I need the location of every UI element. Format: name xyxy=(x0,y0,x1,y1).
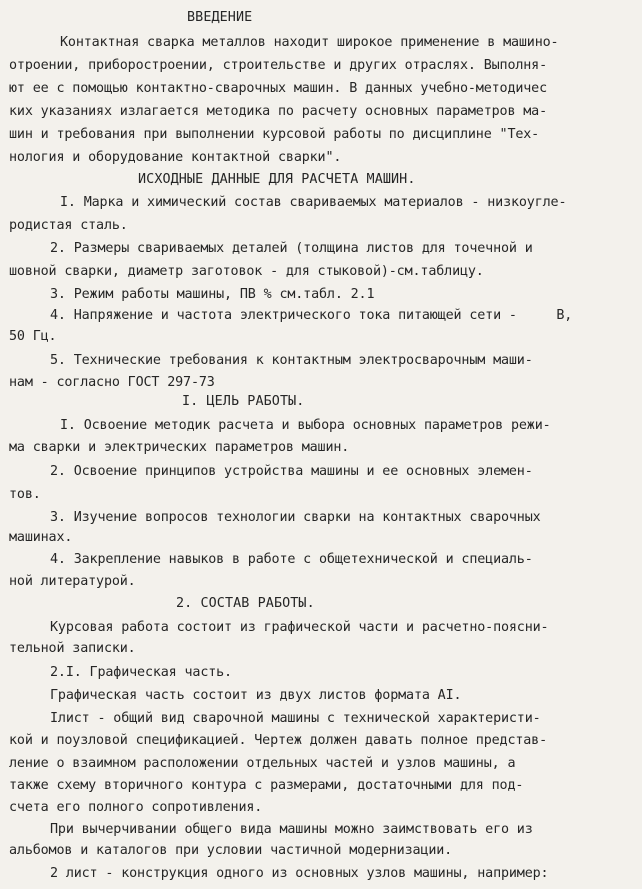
input-line: 5. Технические требования к контактным электросварочным маши- xyxy=(50,353,533,368)
content-line: Iлист - общий вид сварочной машины с технической характеристи- xyxy=(50,711,541,726)
goal-line: машинах. xyxy=(9,530,73,545)
input-line: шовной сварки, диаметр заготовок - для стыковой)-см.таблицу. xyxy=(9,264,484,279)
input-line: 50 Гц. xyxy=(9,329,57,344)
input-line: 3. Режим работы машины, ПВ % см.табл. 2.1 xyxy=(50,287,375,302)
heading-input-data: ИСХОДНЫЕ ДАННЫЕ ДЛЯ РАСЧЕТА МАШИН. xyxy=(138,172,416,187)
input-line: нам - согласно ГОСТ 297-73 xyxy=(9,375,215,390)
intro-line: ких указаниях излагается методика по расчету основных параметров ма- xyxy=(9,104,548,119)
content-line: счета его полного сопротивления. xyxy=(9,800,263,815)
heading-content: 2. СОСТАВ РАБОТЫ. xyxy=(176,596,315,611)
input-line: I. Марка и химический состав свариваемых материалов - низкоугле- xyxy=(60,195,567,210)
heading-goal: I. ЦЕЛЬ РАБОТЫ. xyxy=(182,394,305,409)
content-line: При вычерчивании общего вида машины можно заимствовать его из xyxy=(50,822,533,837)
content-line: тельной записки. xyxy=(9,641,136,656)
goal-line: 4. Закрепление навыков в работе с общетехнической и специаль- xyxy=(50,552,533,567)
goal-line: ма сварки и электрических параметров машин. xyxy=(9,440,350,455)
intro-line: ют ее с помощью контактно-сварочных машин. В данных учебно-методичес xyxy=(9,81,548,96)
goal-line: ной литературой. xyxy=(9,574,136,589)
content-line: Курсовая работа состоит из графической части и расчетно-поясни- xyxy=(50,620,549,635)
content-line: кой и поузловой спецификацией. Чертеж должен давать полное представ- xyxy=(9,733,548,748)
heading-introduction: ВВЕДЕНИЕ xyxy=(187,10,253,25)
input-line: 4. Напряжение и частота электрического тока питающей сети - В, xyxy=(50,308,573,323)
input-line: родистая сталь. xyxy=(9,218,128,233)
content-line: ление о взаимном расположении отдельных частей и узлов машины, а xyxy=(9,756,516,771)
goal-line: 2. Освоение принципов устройства машины и ее основных элемен- xyxy=(50,464,533,479)
content-line: альбомов и каталогов при условии частичной модернизации. xyxy=(9,843,453,858)
goal-line: I. Освоение методик расчета и выбора основных параметров режи- xyxy=(60,418,551,433)
content-line: 2.I. Графическая часть. xyxy=(50,665,232,680)
intro-line: шин и требования при выполнении курсовой работы по дисциплине "Тех- xyxy=(9,127,540,142)
content-line: также схему вторичного контура с размерами, достаточными для под- xyxy=(9,778,524,793)
intro-line: нология и оборудование контактной сварки". xyxy=(9,150,342,165)
input-line: 2. Размеры свариваемых деталей (толщина листов для точечной и xyxy=(50,241,533,256)
goal-line: тов. xyxy=(9,487,41,502)
content-line: Графическая часть состоит из двух листов формата АI. xyxy=(50,688,462,703)
intro-line: Контактная сварка металлов находит широкое применение в машино- xyxy=(60,35,559,50)
intro-line: отроении, приборостроении, строительстве и других отраслях. Выполня- xyxy=(9,58,548,73)
content-line: 2 лист - конструкция одного из основных узлов машины, например: xyxy=(50,866,549,881)
goal-line: 3. Изучение вопросов технологии сварки на контактных сварочных xyxy=(50,510,541,525)
